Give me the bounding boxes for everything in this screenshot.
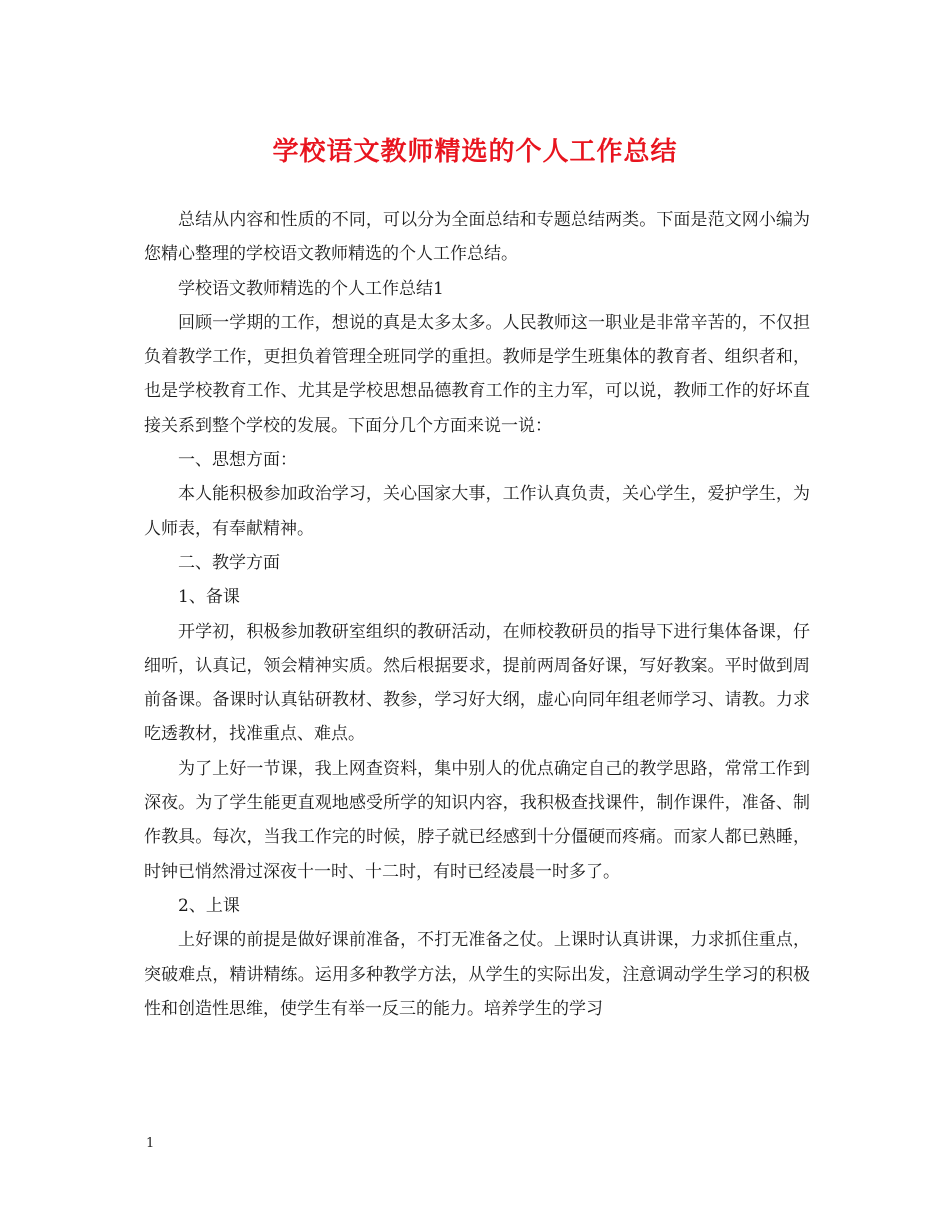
- paragraph-lesson-prep: 开学初，积极参加教研室组织的教研活动，在师校教研员的指导下进行集体备课，仔细听，认真记，领会精神实质。然后根据要求，提前两周备好课，写好教案。平时做到周前备课。备课时认真钻研教材、教参，学习好大纲，虚心向同年组老师学习、请教。力求吃透教材，找准重点、难点。: [144, 621, 810, 745]
- document-body: [144, 203, 810, 1026]
- paragraph-intro: 总结从内容和性质的不同，可以分为全面总结和专题总结两类。下面是范文网小编为您精心整理的学校语文教师精选的个人工作总结。: [144, 210, 810, 265]
- section-heading-teaching: 二、教学方面: [178, 552, 280, 573]
- document-title: 学校语文教师精选的个人工作总结: [272, 137, 678, 167]
- paragraph-review: 回顾一学期的工作，想说的真是太多太多。人民教师这一职业是非常辛苦的，不仅担负着教学工作，更担负着管理全班同学的重担。教师是学生班集体的教育者、组织者和，也是学校教育工作、尤其是学校思想品德教育工作的主力军，可以说，教师工作的好坏直接关系到整个学校的发展。下面分几个方面来说一说：: [144, 312, 810, 436]
- section-heading: 学校语文教师精选的个人工作总结1: [178, 278, 444, 299]
- page-number: 1: [146, 1136, 155, 1151]
- subheading-class: 2、上课: [178, 895, 240, 916]
- subheading-lesson-prep: 1、备课: [178, 587, 240, 608]
- section-heading-thought: 一、思想方面：: [178, 450, 297, 471]
- paragraph-thought: 本人能积极参加政治学习，关心国家大事，工作认真负责，关心学生，爱护学生，为人师表，有奉献精神。: [144, 484, 810, 539]
- paragraph-lesson-effort: 为了上好一节课，我上网查资料，集中别人的优点确定自己的教学思路，常常工作到深夜。为了学生能更直观地感受所学的知识内容，我积极查找课件，制作课件，准备、制作教具。每次，当我工作完的时候，脖子就已经感到十分僵硬而疼痛。而家人都已熟睡，时钟已悄然滑过深夜十一时、十二时，有时已经凌晨一时多了。: [144, 758, 810, 882]
- paragraph-class: 上好课的前提是做好课前准备，不打无准备之仗。上课时认真讲课，力求抓住重点，突破难点，精讲精练。运用多种教学方法，从学生的实际出发，注意调动学生学习的积极性和创造性思维，使学生有举一反三的能力。培养学生的学习: [144, 930, 810, 1019]
